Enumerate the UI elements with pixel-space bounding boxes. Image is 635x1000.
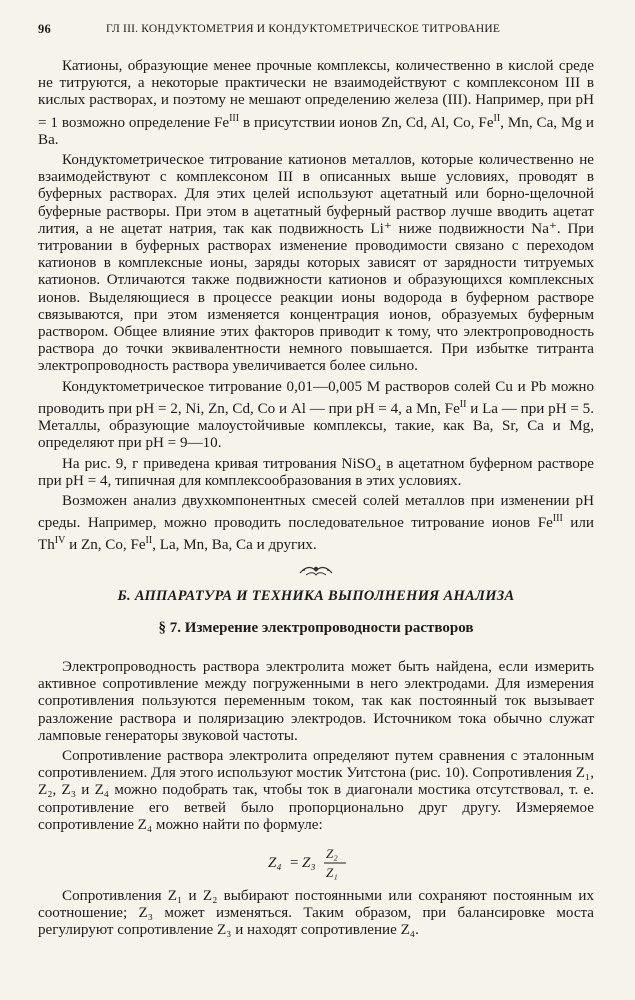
paragraph: Возможен анализ двухкомпонентных смесей солей металлов при изменении pH среды. Например, можно проводить последовательное титрование ионов $Fe^{III}$ или $Th^{IV}$ и Zn, Co, $Fe^{II}$, La, Mn, Ba, Ca и других. <box>38 492 594 554</box>
formula-term: Z₄ <box>268 855 282 872</box>
paragraph: Кондуктометрическое титрование катионов металлов, которые количественно не взаимодействуют с комплексоном III в описанных выше условиях, проводят в буферных растворах. Для этих целей используют ацетатный или борно-щелочной буферные растворы. При этом в ацетатный буферный раствор лучше вводить ацетат лития, а не ацетат натрия, так как подвижность Li⁺ ниже подвижности Na⁺. При титровании в буферных растворах изменение проводимости связано с переходом катионов в комплексные ионы, заряды которых зависят от зарядности титруемых катионов. Отличаются также подвижности катионов и образующихся комплексных ионов. Выделяющиеся в процессе реакции ионы водорода в буферном растворе связываются, при этом изменяется концентрация ионов, образуемых буферным раствором. Общее влияние этих факторов приводит к тому, что электропроводность раствора до точки эквивалентности немного повышается. При избытке титранта электропроводность раствора увеличивается более сильно. <box>38 152 594 375</box>
formula-term: = <box>290 855 299 872</box>
page-body <box>38 58 594 940</box>
paragraph: Электропроводность раствора электролита может быть найдена, если измерить активное сопротивление между погруженными в него электродами. Для измерения сопротивления пользуются переменным током, так как постоянный ток вызывает разложение раствора и поляризацию электродов. Источником тока обычно служат ламповые генераторы звуковой частоты. <box>38 659 594 744</box>
ornament-divider <box>38 562 594 582</box>
paragraph: Кондуктометрическое титрование 0,01—0,005 M растворов солей Cu и Pb можно проводить при pH = 2, Ni, Zn, Cd, Co и Al — при pH = 4, а Mn, $Fe^{II}$ и La — при pH = 5. Металлы, образующие малоустойчивые комплексы, такие, как Ba, Sr, Ca и Mg, определяют при pH = 9—10. <box>38 378 594 452</box>
running-header <box>38 22 598 40</box>
page-number: 96 <box>38 22 51 36</box>
formula-term: Z₁ <box>326 865 338 881</box>
formula-graphic <box>246 842 386 882</box>
paragraph: Катионы, образующие менее прочные комплексы, количественно в кислой среде не титруются, а некоторые практически не взаимодействуют с комплексоном III в кислых растворах, и поэтому не мешают определению железа (III). Например, при pH = 1 возможно определение $Fe^{III}$ в присутствии ионов Zn, Cd, Al, Co, $Fe^{II}$, Mn, Ca, Mg и Ba. <box>38 58 594 148</box>
fleuron-icon <box>296 562 336 580</box>
formula-term: Z₃ <box>302 855 316 872</box>
running-title: ГЛ III. КОНДУКТОМЕТРИЯ И КОНДУКТОМЕТРИЧЕСКОЕ ТИТРОВАНИЕ <box>106 23 501 35</box>
formula-term: Z₂ <box>326 846 338 862</box>
paragraph: Сопротивление раствора электролита определяют путем сравнения с эталонным сопротивлением. Для этого используют мостик Уитстона (рис. 10). Сопротивления Z₁, Z₂, Z₃ и Z₄ можно подобрать так, чтобы ток в диагонали мостика отсутствовал, т. е. сопротивление его ветвей было пропорционально друг другу. Измеряемое сопротивление Z₄ можно найти по формуле: <box>38 748 594 833</box>
paragraph: На рис. 9, г приведена кривая титрования NiSO₄ в ацетатном буферном растворе при pH = 4, типичная для комплексообразования в этих условиях. <box>38 455 594 489</box>
paragraph: Сопротивления Z₁ и Z₂ выбирают постоянными или сохраняют постоянным их соотношение; Z₃ может изменяться. Таким образом, при балансировке моста регулируют сопротивление Z₃ и находят сопротивление Z₄. <box>38 888 594 939</box>
subsection-heading: § 7. Измерение электропроводности растворов <box>158 619 474 636</box>
formula <box>38 842 594 882</box>
section-heading: Б. АППАРАТУРА И ТЕХНИКА ВЫПОЛНЕНИЯ АНАЛИЗА <box>117 587 515 604</box>
